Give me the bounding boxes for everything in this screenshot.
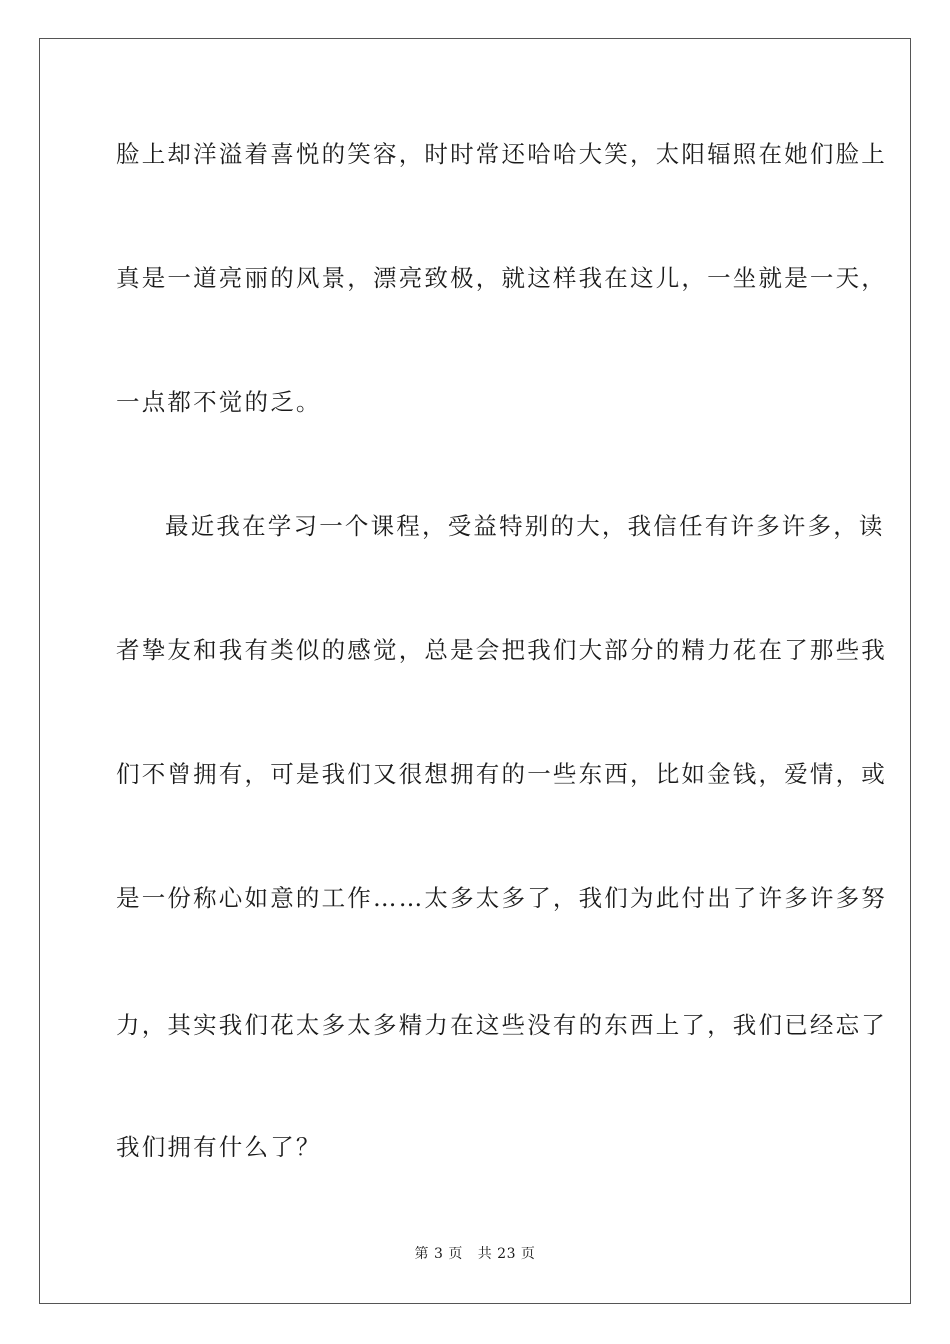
paragraph-line: 们不曾拥有，可是我们又很想拥有的一些东西，比如金钱，爱情，或 (116, 760, 887, 788)
paragraph-line: 真是一道亮丽的风景，漂亮致极，就这样我在这儿，一坐就是一天， (116, 264, 887, 292)
paragraph-line: 者挚友和我有类似的感觉，总是会把我们大部分的精力花在了那些我 (116, 636, 887, 664)
paragraph-line: 是一份称心如意的工作……太多太多了，我们为此付出了许多许多努 (116, 884, 887, 912)
paragraph-line: 我们拥有什么了？ (116, 1133, 322, 1161)
page-total: 共 23 页 (477, 1246, 536, 1262)
paragraph-line: 一点都不觉的乏。 (116, 388, 322, 416)
paragraph-line: 最近我在学习一个课程，受益特别的大，我信任有许多许多，读 (165, 512, 885, 540)
page-border (39, 38, 911, 1304)
page-footer (0, 1245, 950, 1263)
paragraph-line: 力，其实我们花太多太多精力在这些没有的东西上了，我们已经忘了 (116, 1011, 887, 1039)
paragraph-line: 脸上却洋溢着喜悦的笑容，时时常还哈哈大笑，太阳辐照在她们脸上 (116, 140, 887, 168)
page-number: 第 3 页 (414, 1246, 463, 1262)
